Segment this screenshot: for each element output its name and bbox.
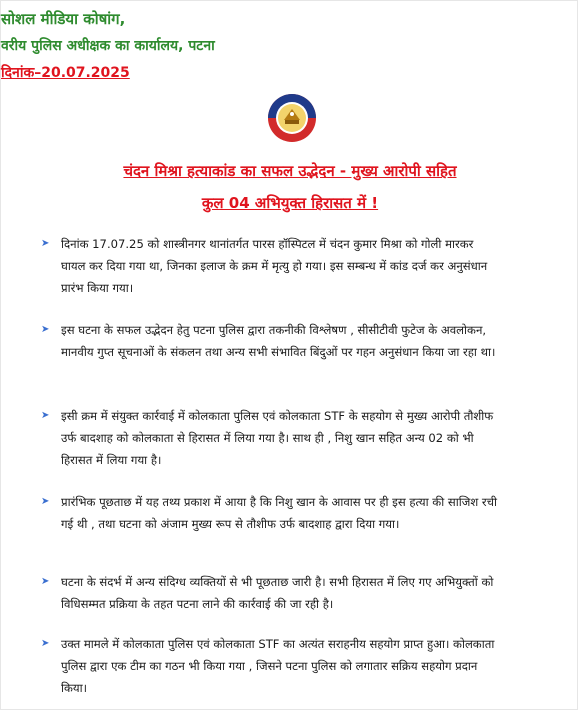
list-item <box>41 233 501 299</box>
list-item <box>41 491 501 535</box>
bullet-text: इस घटना के सफल उद्भेदन हेतु पटना पुलिस द्वारा तकनीकी विश्लेषण , सीसीटीवी फुटेज के अवलोकन, मानवीय गुप्त सूचनाओं के संकलन तथा अन्य सभी संभावित बिंदुओं पर गहन अनुसंधान किया जा रहा था। <box>61 323 496 359</box>
bullet-text: घटना के संदर्भ में अन्य संदिग्ध व्यक्तियों से भी पूछताछ जारी है। सभी हिरासत में लिए गए अभियुक्तों को विधिसम्मत प्रक्रिया के तहत पटना लाने की कार्रवाई की जा रही है। <box>61 575 494 611</box>
arrow-bullet-icon: ➤ <box>41 576 50 587</box>
bullet-text: इसी क्रम में संयुक्त कार्रवाई में कोलकाता पुलिस एवं कोलकाता STF के सहयोग से मुख्य आरोपी तौशीफ उर्फ बादशाह को कोलकाता से हिरासत में लिया गया है। साथ ही , निशु खान सहित अन्य 02 को भी हिरासत में लिया गया है। <box>61 409 494 467</box>
bihar-police-emblem-icon <box>267 93 317 143</box>
arrow-bullet-icon: ➤ <box>41 324 50 335</box>
header-date: दिनांक–20.07.2025 <box>1 65 130 81</box>
header-office-line: सोशल मीडिया कोषांग, <box>1 10 126 28</box>
list-item <box>41 633 501 699</box>
list-item <box>41 405 501 471</box>
bullet-text: दिनांक 17.07.25 को शास्त्रीनगर थानांतर्गत पारस हॉस्पिटल में चंदन कुमार मिश्रा को गोली मारकर घायल कर दिया गया था, जिनका इलाज के क्रम में मृत्यु हो गया। इस सम्बन्ध में कांड दर्ज कर अनुसंधान प्रारंभ किया गया। <box>61 237 488 295</box>
bullet-text: उक्त मामले में कोलकाता पुलिस एवं कोलकाता STF का अत्यंत सराहनीय सहयोग प्राप्त हुआ। कोलकाता पुलिस द्वारा एक टीम का गठन भी किया गया , जिसने पटना पुलिस को लगातार सक्रिय सहयोग प्रदान किया। <box>61 637 495 695</box>
headline-line-1: चंदन मिश्रा हत्याकांड का सफल उद्भेदन - मुख्य आरोपी सहित <box>123 162 457 180</box>
arrow-bullet-icon: ➤ <box>41 238 50 249</box>
list-item <box>41 571 501 615</box>
headline-line-2: कुल 04 अभियुक्त हिरासत में ! <box>201 194 379 212</box>
bullet-text: प्रारंभिक पूछताछ में यह तथ्य प्रकाश में आया है कि निशु खान के आवास पर ही इस हत्या की साजिश रची गई थी , तथा घटना को अंजाम मुख्य रूप से तौशीफ उर्फ बादशाह द्वारा दिया गया। <box>61 495 498 531</box>
arrow-bullet-icon: ➤ <box>41 638 50 649</box>
arrow-bullet-icon: ➤ <box>41 496 50 507</box>
header-department-line: वरीय पुलिस अधीक्षक का कार्यालय, पटना <box>1 38 215 54</box>
arrow-bullet-icon: ➤ <box>41 410 50 421</box>
list-item <box>41 319 501 363</box>
